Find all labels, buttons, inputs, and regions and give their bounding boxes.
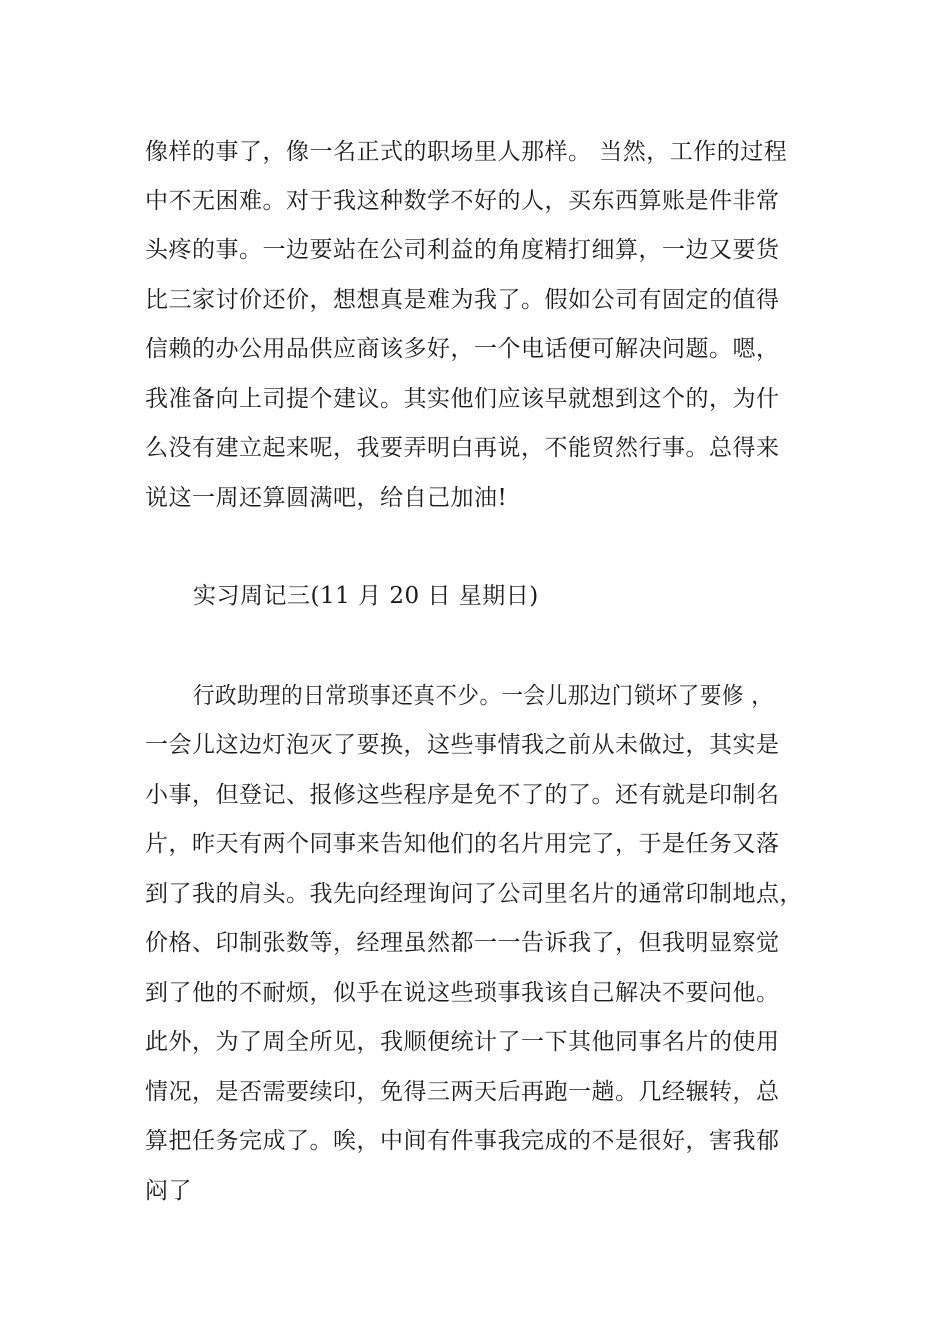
paragraph-2-line-9: 情况，是否需要续印，免得三两天后再跑一趟。几经辗转，总 (145, 1079, 780, 1105)
paragraph-2-line-7: 到了他的不耐烦，似乎在说这些琐事我该自己解决不要问他。 (145, 980, 780, 1006)
paragraph-2-line-4: 片，昨天有两个同事来告知他们的名片用完了，于是任务又落 (145, 831, 780, 857)
paragraph-2-line-3: 小事，但登记、报修这些程序是免不了的了。还有就是印制名 (145, 782, 780, 808)
paragraph-1-line-8: 说这一周还算圆满吧，给自己加油! (145, 485, 508, 511)
paragraph-2-line-10: 算把任务完成了。唉，中间有件事我完成的不是很好，害我郁 (145, 1128, 780, 1154)
paragraph-2-line-1: 行政助理的日常琐事还真不少。一会儿那边门锁坏了要修 ， (193, 683, 774, 709)
paragraph-2-line-5: 到了我的肩头。我先向经理询问了公司里名片的通常印制地点， (145, 881, 803, 907)
paragraph-1-line-2: 中不无困难。对于我这种数学不好的人，买东西算账是件非常 (145, 188, 780, 214)
paragraph-2-line-11: 闷了 (145, 1178, 192, 1204)
paragraph-2-line-2: 一会儿这边灯泡灭了要换，这些事情我之前从未做过，其实是 (145, 732, 780, 758)
paragraph-2-line-6: 价格、印制张数等，经理虽然都一一告诉我了，但我明显察觉 (145, 930, 780, 956)
paragraph-1-line-1: 像样的事了，像一名正式的职场里人那样。 当然，工作的过程 (145, 139, 788, 165)
paragraph-2-line-8: 此外，为了周全所见，我顺便统计了一下其他同事名片的使用 (145, 1029, 780, 1055)
paragraph-1-line-7: 么没有建立起来呢，我要弄明白再说，不能贸然行事。总得来 (145, 435, 780, 461)
section-heading: 实习周记三(11 月 20 日 星期日) (193, 583, 539, 609)
paragraph-1-line-3: 头疼的事。一边要站在公司利益的角度精打细算，一边又要货 (145, 237, 780, 263)
paragraph-1-line-4: 比三家讨价还价，想想真是难为我了。假如公司有固定的值得 (145, 287, 780, 313)
paragraph-1-line-5: 信赖的办公用品供应商该多好，一个电话便可解决问题。嗯， (145, 336, 780, 362)
paragraph-1-line-6: 我准备向上司提个建议。其实他们应该早就想到这个的，为什 (145, 386, 780, 412)
